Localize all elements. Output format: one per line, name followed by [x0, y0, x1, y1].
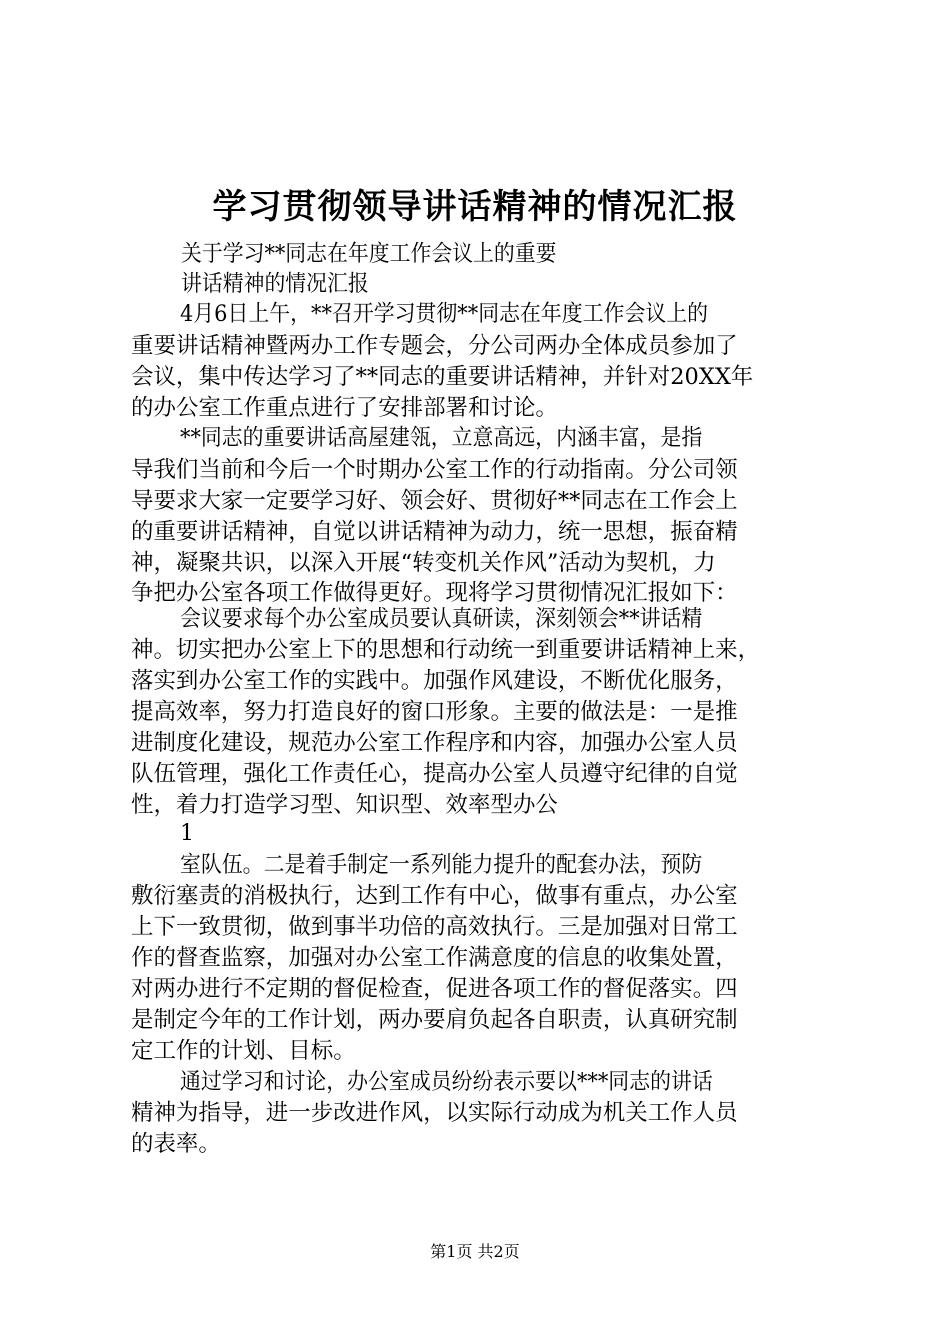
paragraph-2-line: 的重要讲话精神，自觉以讲话精神为动力，统一思想，振奋精: [131, 519, 738, 545]
subtitle-line-2: 讲话精神的情况汇报: [181, 271, 369, 297]
document-title: 学习贯彻领导讲话精神的情况汇报: [212, 187, 738, 227]
paragraph-2-line: 导我们当前和今后一个时期办公室工作的行动指南。分公司领: [131, 457, 738, 483]
paragraph-1-line: 4月6日上午，**召开学习贯彻**同志在年度工作会议上的: [180, 301, 709, 327]
paragraph-3-line: 神。切实把办公室上下的思想和行动统一到重要讲话精神上来，: [131, 637, 761, 663]
paragraph-5-line: 的表率。: [131, 1131, 221, 1157]
paragraph-3-line: 队伍管理，强化工作责任心，提高办公室人员遵守纪律的自觉: [131, 761, 738, 787]
paragraph-3-line: 提高效率，努力打造良好的窗口形象。主要的做法是：一是推: [131, 699, 738, 725]
paragraph-3-line: 落实到办公室工作的实践中。加强作风建设，不断优化服务，: [131, 668, 738, 694]
subtitle-line-1: 关于学习**同志在年度工作会议上的重要: [181, 241, 557, 267]
paragraph-4-line: 是制定今年的工作计划，两办要肩负起各自职责，认真研究制: [131, 1007, 738, 1033]
paragraph-2-line: 导要求大家一定要学习好、领会好、贯彻好**同志在工作会上: [131, 488, 738, 514]
paragraph-3-line: 会议要求每个办公室成员要认真研读，深刻领会**讲话精: [180, 606, 703, 632]
paragraph-4-line: 作的督查监察，加强对办公室工作满意度的信息的收集处置，: [131, 945, 738, 971]
paragraph-1-line: 重要讲话精神暨两办工作专题会，分公司两办全体成员参加了: [131, 333, 738, 359]
paragraph-2-line: 神，凝聚共识，以深入开展“转变机关作风”活动为契机，力: [131, 550, 716, 576]
paragraph-3-line: 性，着力打造学习型、知识型、效率型办公: [131, 792, 558, 818]
inline-page-number: 1: [180, 821, 194, 846]
paragraph-4-line: 室队伍。二是着手制定一系列能力提升的配套办法，预防: [180, 852, 703, 878]
paragraph-4-line: 上下一致贯彻，做到事半功倍的高效执行。三是加强对日常工: [131, 914, 738, 940]
paragraph-2-line: **同志的重要讲话高屋建瓴，立意高远，内涵丰富，是指: [180, 425, 703, 451]
paragraph-5-line: 精神为指导，进一步改进作风，以实际行动成为机关工作人员: [131, 1100, 738, 1126]
paragraph-4-line: 敷衍塞责的消极执行，达到工作有中心，做事有重点，办公室: [131, 883, 738, 909]
paragraph-1-line: 会议，集中传达学习了**同志的重要讲话精神，并针对20XX年: [131, 364, 754, 390]
paragraph-2-line: 争把办公室各项工作做得更好。现将学习贯彻情况汇报如下：: [131, 580, 738, 606]
paragraph-4-line: 对两办进行不定期的督促检查，促进各项工作的督促落实。四: [131, 976, 738, 1002]
paragraph-1-line: 的办公室工作重点进行了安排部署和讨论。: [131, 395, 558, 421]
paragraph-4-line: 定工作的计划、目标。: [131, 1038, 356, 1064]
paragraph-3-line: 进制度化建设，规范办公室工作程序和内容，加强办公室人员: [131, 730, 738, 756]
page-footer: 第1页 共2页: [430, 1242, 520, 1261]
paragraph-5-line: 通过学习和讨论，办公室成员纷纷表示要以***同志的讲话: [180, 1069, 713, 1095]
